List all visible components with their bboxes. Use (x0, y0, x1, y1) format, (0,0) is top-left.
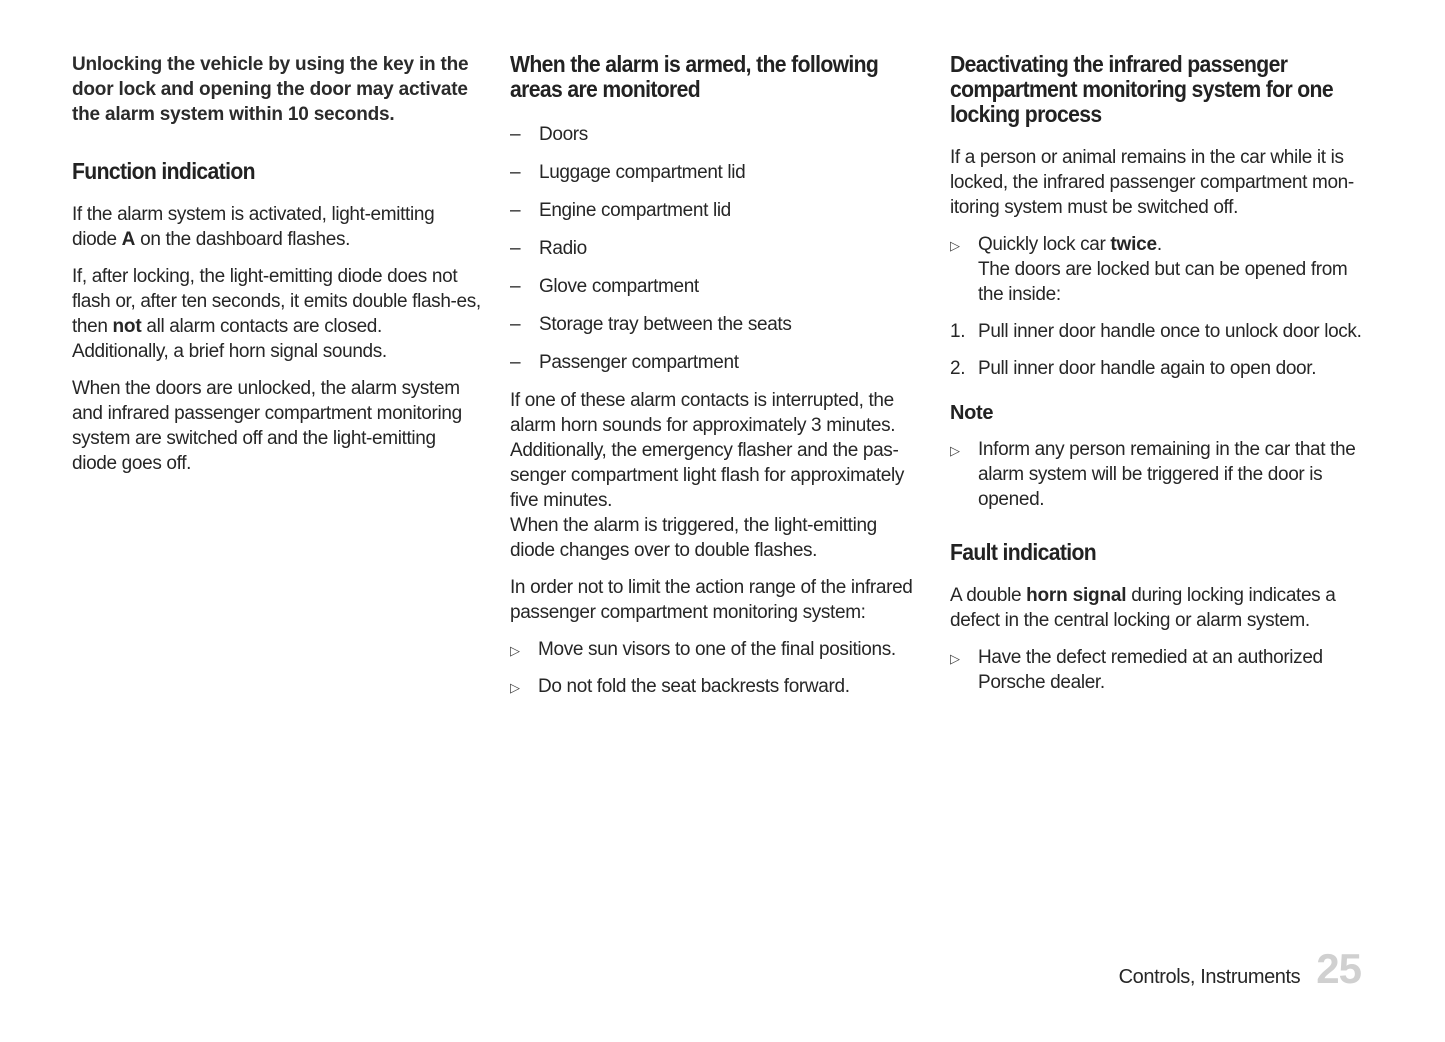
alarm-interrupted-paragraph: If one of these alarm contacts is interrupted, the alarm horn sounds for approximately 3 minutes. Additionally, the emergency flasher and the pas-senger compartment light flash for approximately five minutes. When the alarm is triggered, the light-emitting diode changes over to double flashes. (510, 390, 905, 561)
step-triangle-icon: ▷ (950, 651, 960, 666)
note-step: ▷ Inform any person remaining in the car that the alarm system will be triggered if the door is opened. (950, 439, 1356, 510)
function-indication-heading: Function indication (72, 158, 255, 184)
step-triangle-icon: ▷ (950, 443, 960, 458)
instruction-step: ▷ Do not fold the seat backrests forward. (510, 674, 922, 699)
page-number: 25 (1316, 945, 1361, 992)
list-item: – Engine compartment lid (510, 200, 731, 221)
fault-indication-paragraph: A double horn signal during locking indicates a defect in the central locking or alarm system. (950, 585, 1336, 631)
note-heading: Note (950, 402, 994, 424)
list-item: – Doors (510, 124, 588, 145)
step-triangle-icon: ▷ (510, 680, 520, 695)
intro-warning: Unlocking the vehicle by using the key in the door lock and opening the door may activate the alarm system within 10 seconds. (72, 54, 469, 125)
list-item: – Passenger compartment (510, 352, 739, 373)
page-footer (1119, 945, 1361, 993)
monitored-areas-list (510, 122, 922, 375)
function-indication-paragraph-3: When the doors are unlocked, the alarm system and infrared passenger compartment monitoring system are switched off and the light-emitting diode goes off. (72, 378, 462, 474)
monitored-areas-heading: When the alarm is armed, the following areas are monitored (510, 51, 879, 102)
deactivate-monitoring-heading: Deactivating the infrared passenger compartment monitoring system for one locking process (950, 51, 1333, 127)
column-middle (510, 52, 922, 711)
column-left (72, 52, 482, 488)
column-right (950, 52, 1368, 707)
function-indication-paragraph-1: If the alarm system is activated, light-emitting diode A on the dashboard flashes. (72, 204, 435, 250)
numbered-step: 2. Pull inner door handle again to open door. (950, 358, 1317, 379)
footer-section-title: Controls, Instruments (1118, 966, 1301, 988)
step-triangle-icon: ▷ (950, 238, 960, 253)
infrared-range-paragraph: In order not to limit the action range of the infrared passenger compartment monitoring system: (510, 577, 913, 623)
deactivate-monitoring-paragraph: If a person or animal remains in the car while it is locked, the infrared passenger compartment mon-itoring system must be switched off. (950, 147, 1354, 218)
instruction-step: ▷ Have the defect remedied at an authorized Porsche dealer. (950, 647, 1323, 693)
instruction-step: ▷ Move sun visors to one of the final positions. (510, 637, 922, 662)
function-indication-paragraph-2: If, after locking, the light-emitting diode does not flash or, after ten seconds, it emits double flash-es, then not all alarm contacts are closed. Additionally, a brief horn signal sounds. (72, 266, 481, 362)
list-item: – Glove compartment (510, 276, 699, 297)
step-triangle-icon: ▷ (510, 643, 520, 658)
list-item: – Radio (510, 238, 587, 259)
numbered-step: 1. Pull inner door handle once to unlock door lock. (950, 321, 1362, 342)
instruction-step: ▷ Quickly lock car twice. The doors are locked but can be opened from the inside: (950, 234, 1348, 305)
list-item: – Luggage compartment lid (510, 162, 746, 183)
list-item: – Storage tray between the seats (510, 314, 792, 335)
fault-indication-heading: Fault indication (950, 539, 1097, 565)
